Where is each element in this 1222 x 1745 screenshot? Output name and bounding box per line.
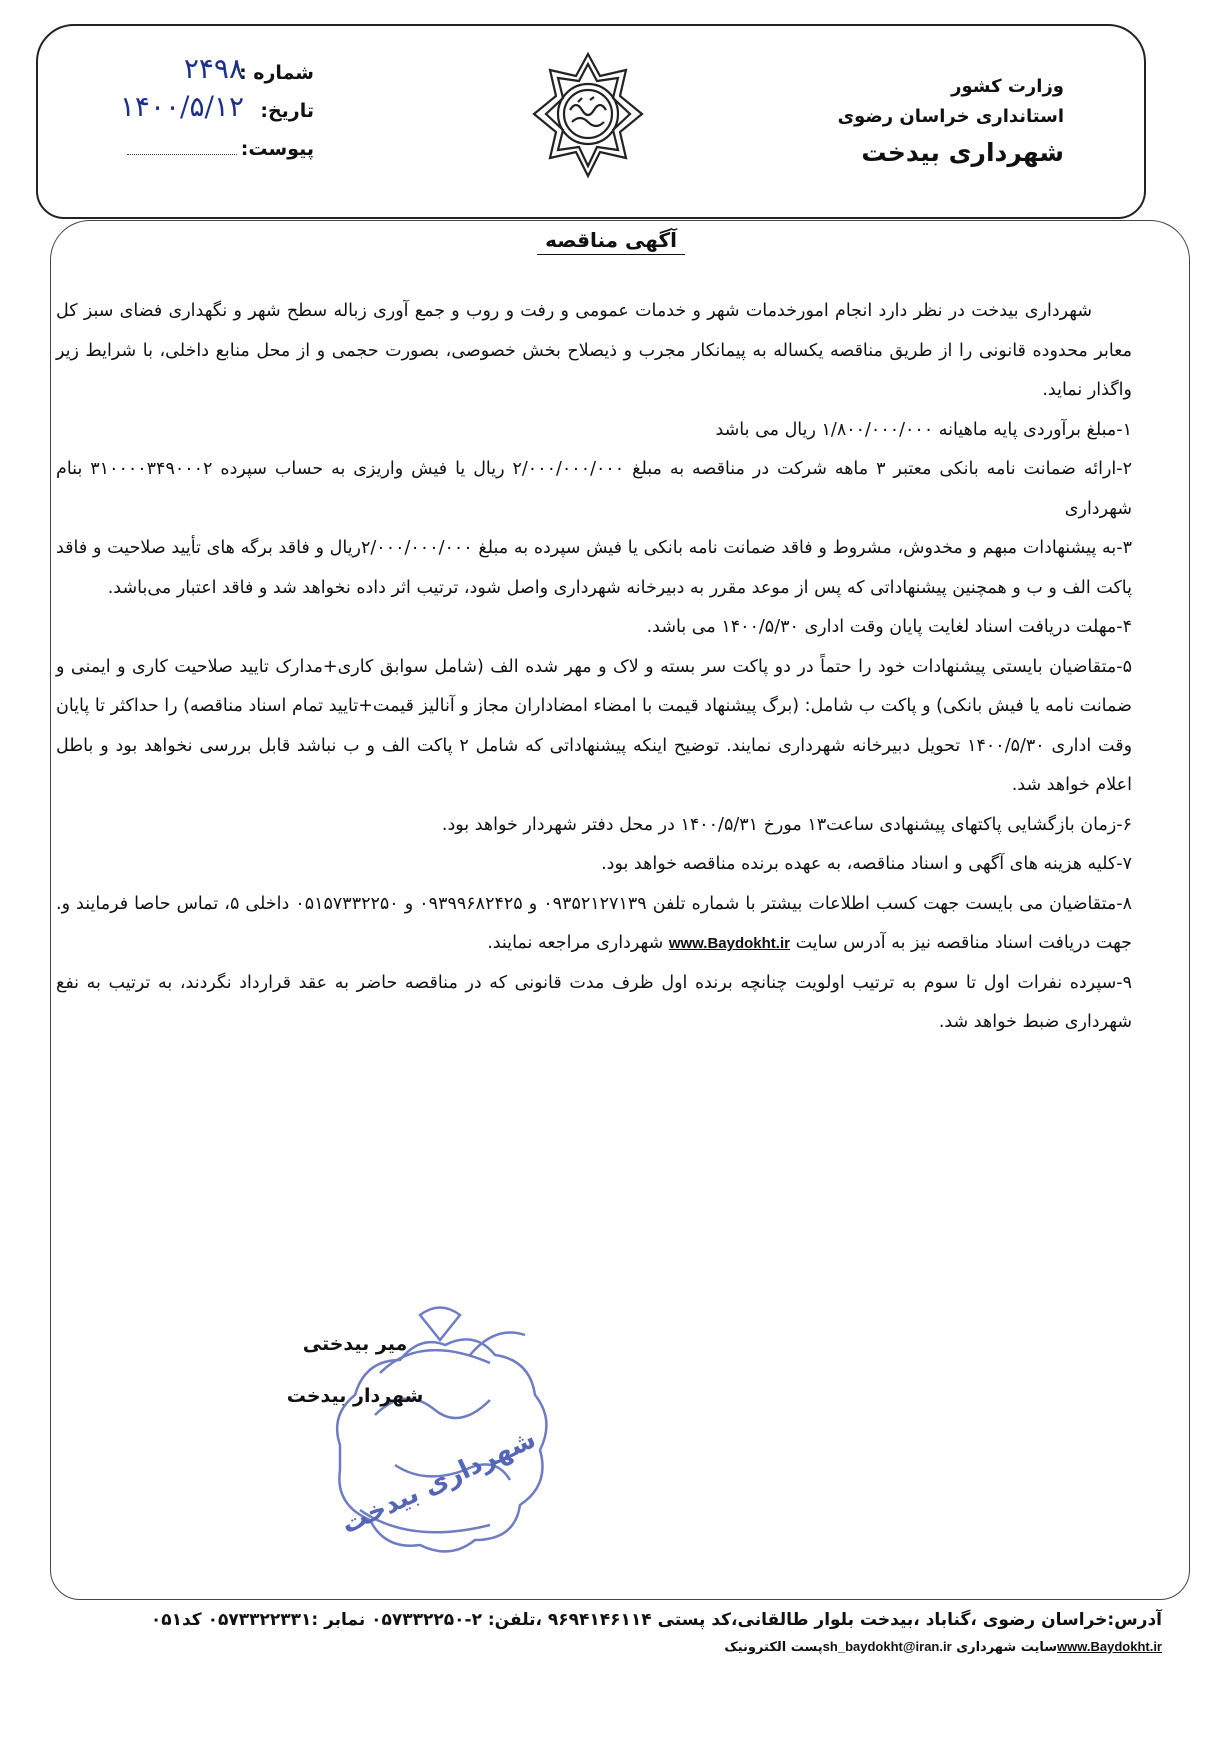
signature-block	[270, 1318, 440, 1422]
date-row	[114, 90, 314, 138]
notice-item-4: ۴-مهلت دریافت اسناد لغایت پایان وقت اداری ۱۴۰۰/۵/۳۰ می باشد.	[646, 617, 1132, 637]
notice-title-text: آگهی مناقصه	[537, 228, 685, 255]
issuer-block	[764, 72, 1064, 174]
footer-email-label: پست الکترونیک	[724, 1640, 823, 1655]
attachment-label: پیوست:	[240, 138, 314, 160]
attachment-row	[114, 138, 314, 176]
notice-title	[0, 228, 1222, 252]
notice-item-3: ۳-به پیشنهادات مبهم و مخدوش، مشروط و فاقد ضمانت نامه بانکی یا فیش سپرده به مبلغ ۲/۰۰۰/۰۰۰/۰۰۰ریال و فاقد برگه های تأیید صلاحیت و فاقد پاکت الف و ب و همچنین پیشنهاداتی که پس از موعد مقرر به دبیرخانه شهرداری واصل شود، ترتیب اثر داده نخواهد شد و فاقد اعتبار می‌باشد.	[56, 538, 1132, 598]
signatory-name: میر بیدختی	[302, 1333, 408, 1355]
signatory-title: شهردار بیدخت	[286, 1385, 424, 1407]
footer	[55, 1605, 1162, 1660]
reference-block	[114, 52, 314, 176]
footer-website-link[interactable]: www.Baydokht.ir	[1057, 1639, 1162, 1654]
governorate-name: استانداری خراسان رضوی	[837, 106, 1064, 127]
notice-item-7: ۷-کلیه هزینه های آگهی و اسناد مناقصه، به عهده برنده مناقصه خواهد بود.	[601, 854, 1132, 874]
footer-address: آدرس:خراسان رضوی ،گناباد ،بیدخت بلوار طالقانی،کد پستی ۹۶۹۴۱۴۶۱۱۴ ،تلفن: ۲-۰۵۷۳۳۲۲۵۰ نمابر :۰۵۷۳۳۲۲۳۳۱ کد۰۵۱	[150, 1610, 1162, 1630]
attachment-blank	[127, 154, 237, 155]
notice-item-6: ۶-زمان بازگشایی پاکتهای پیشنهادی ساعت۱۳ مورخ ۱۴۰۰/۵/۳۱ در محل دفتر شهردار خواهد بود.	[441, 814, 1132, 835]
municipality-name: شهرداری بیدخت	[861, 138, 1064, 167]
ministry-name: وزارت کشور	[951, 76, 1064, 97]
notice-intro: شهرداری بیدخت در نظر دارد انجام امورخدمات شهر و خدمات عمومی و رفت و روب و جمع آوری زباله سطح شهر و نگهداری فضای سبز کل معابر محدوده قانونی را از طریق مناقصه یکساله به پیمانکار مجرب و ذیصلاح بخش خصوصی، بصورت حجمی و از محل منابع داخلی، با شرایط زیر واگذار نماید.	[56, 301, 1132, 400]
notice-item-1: ۱-مبلغ برآوردی پایه ماهیانه ۱/۸۰۰/۰۰۰/۰۰۰ ریال می باشد	[715, 419, 1132, 440]
footer-contact	[55, 1635, 1162, 1660]
date-value: ۱۴۰۰/۵/۱۲	[119, 90, 244, 123]
number-label: شماره :	[239, 62, 314, 84]
notice-item-9: ۹-سپرده نفرات اول تا سوم به ترتیب اولویت چنانچه برنده اول ظرف مدت قانونی که در مناقصه حاضر به عقد قرارداد نگردند، به ترتیب به نفع شهرداری ضبط خواهد شد.	[56, 972, 1132, 1032]
notice-item-8	[56, 885, 1132, 964]
notice-item-2: ۲-ارائه ضمانت نامه بانکی معتبر ۳ ماهه شرکت در مناقصه به مبلغ ۲/۰۰۰/۰۰۰/۰۰۰ ریال یا فیش واریزی به حساب سپرده ۳۱۰۰۰۰۳۴۹۰۰۰۲ بنام شهرداری	[56, 459, 1132, 519]
municipality-emblem-icon	[528, 48, 648, 183]
seal-text: شهرداری بیدخت	[336, 1424, 541, 1541]
notice-item-8-text: ۸-متقاضیان می بایست جهت کسب اطلاعات بیشتر با شماره تلفن ۰۹۳۵۲۱۲۷۱۳۹ و ۰۹۳۹۹۶۸۲۴۲۵ و ۰۵۱۵۷۳۳۲۲۵۰ داخلی ۵، تماس حاصا فرمایند و. جهت دریافت اسناد مناقصه نیز به آدرس سایت	[56, 893, 1133, 953]
date-label: تاریخ:	[260, 100, 314, 122]
number-value: ۲۴۹۸	[183, 52, 244, 85]
notice-item-5: ۵-متقاضیان بایستی پیشنهادات خود را حتماً در دو پاکت سر بسته و لاک و مهر شده الف (شامل سوابق کاری+مدارک تایید صلاحیت کاری و ایمنی و ضمانت نامه یا فیش بانکی) و پاکت ب شامل: (برگ پیشنهاد قیمت با امضاء امضاداران مجاز و آنالیز قیمت+تایید تمام اسناد مناقصه) را حداکثر تا پایان وقت اداری ۱۴۰۰/۵/۳۰ تحویل دبیرخانه شهرداری نمایند. توضیح اینکه پیشنهاداتی که شامل ۲ پاکت الف و ب نباشد قابل بررسی نخواهد بود و باطل اعلام خواهد شد.	[56, 656, 1133, 795]
footer-website-label: سایت شهرداری	[956, 1640, 1058, 1655]
footer-email-link[interactable]: sh_baydokht@iran.ir	[822, 1639, 952, 1654]
notice-item-8-tail: شهرداری مراجعه نمایند.	[487, 933, 664, 953]
notice-body	[56, 292, 1132, 1043]
website-link[interactable]: www.Baydokht.ir	[668, 935, 790, 952]
